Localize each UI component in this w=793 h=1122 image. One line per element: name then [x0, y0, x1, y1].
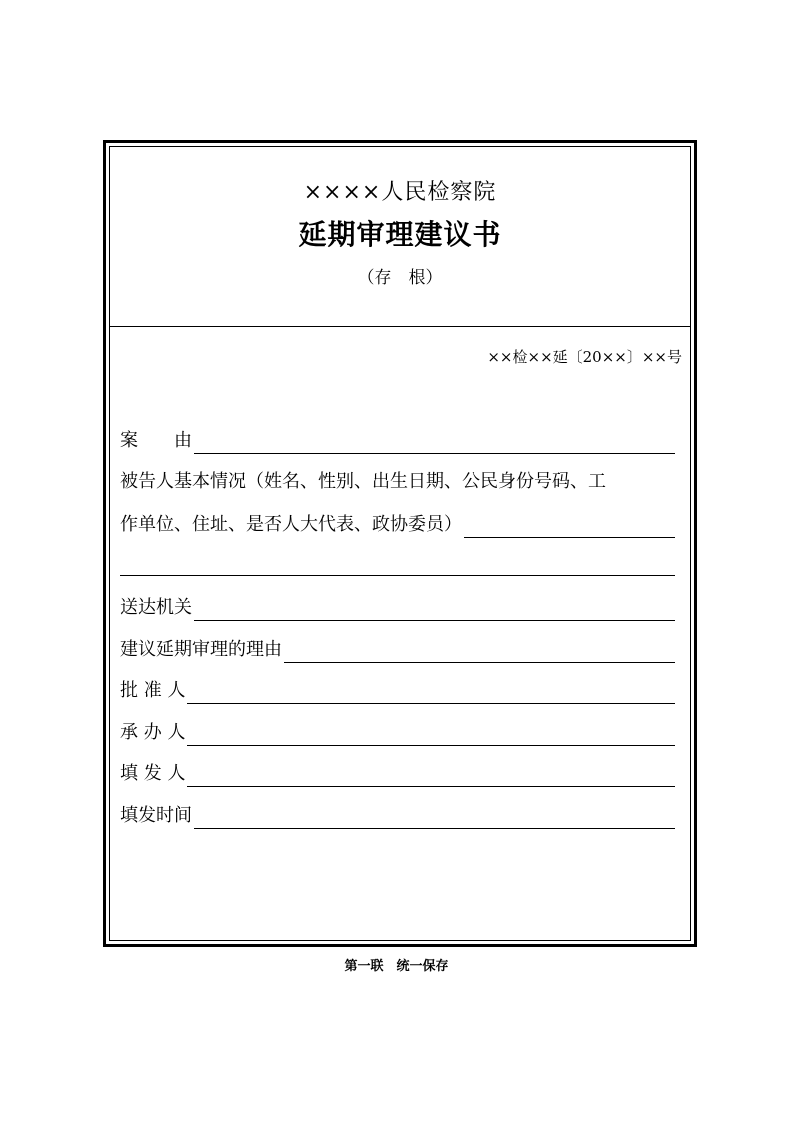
approver-field[interactable]: [120, 676, 675, 704]
issuer-label: 填 发 人: [120, 763, 186, 784]
handler-line[interactable]: [187, 725, 675, 746]
issue-time-field[interactable]: [120, 801, 675, 829]
copy-note: 第一联 统一保存: [344, 959, 449, 974]
case-reason-line[interactable]: [194, 433, 675, 454]
case-reason-field[interactable]: [120, 426, 675, 454]
reason-field[interactable]: [120, 635, 675, 663]
document-number: ××检××延〔20××〕××号: [487, 348, 682, 366]
defendant-info-label-line1: 被告人基本情况（姓名、性别、出生日期、公民身份号码、工: [120, 471, 606, 492]
issuer-line[interactable]: [187, 766, 675, 787]
document-title: 延期审理建议书: [298, 218, 502, 251]
defendant-info-field[interactable]: [120, 510, 675, 538]
case-reason-label: 案 由: [120, 430, 192, 451]
defendant-info-line[interactable]: [464, 517, 675, 538]
issuer-field[interactable]: [120, 759, 675, 787]
issue-time-label: 填发时间: [120, 805, 192, 826]
document-inner-frame: [109, 146, 691, 941]
document-header: [110, 147, 690, 327]
document-subtitle: （存 根）: [357, 268, 443, 288]
delivery-agency-field[interactable]: [120, 593, 675, 621]
delivery-agency-line[interactable]: [194, 600, 675, 621]
handler-label: 承 办 人: [120, 722, 186, 743]
document-frame: [103, 140, 697, 947]
approver-label: 批 准 人: [120, 680, 186, 701]
handler-field[interactable]: [120, 718, 675, 746]
reason-line[interactable]: [284, 642, 675, 663]
reason-label: 建议延期审理的理由: [120, 639, 282, 660]
defendant-info-label-line2: 作单位、住址、是否人大代表、政协委员）: [120, 514, 462, 535]
delivery-agency-label: 送达机关: [120, 597, 192, 618]
approver-line[interactable]: [187, 683, 675, 704]
defendant-info-extra-line[interactable]: [120, 575, 675, 576]
issue-time-line[interactable]: [194, 808, 675, 829]
procuratorate-name: ××××人民检察院: [303, 180, 497, 205]
